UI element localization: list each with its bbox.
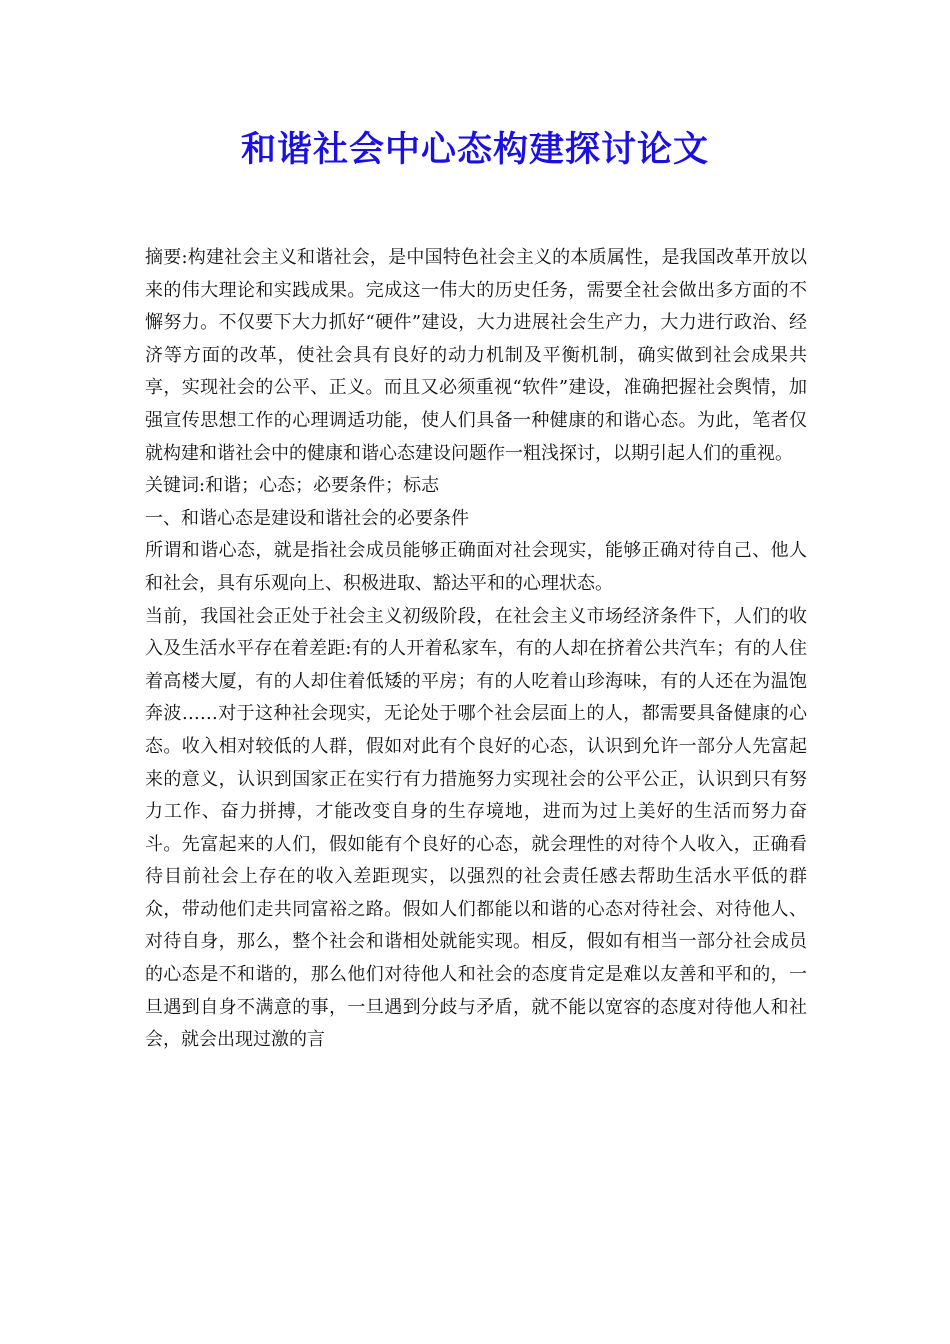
body-paragraph-2: 当前，我国社会正处于社会主义初级阶段，在社会主义市场经济条件下，人们的收入及生活水平存在着差距:有的人开着私家车，有的人却在挤着公共汽车；有的人住着高楼大厦，有的人却住着低矮的平房；有的人吃着山珍海味，有的人还在为温饱奔波……对于这种社会现实，无论处于哪个社会层面上的人，都需要具备健康的心态。收入相对较低的人群，假如对此有个良好的心态，认识到允许一部分人先富起来的意义，认识到国家正在实行有力措施努力实现社会的公平公正，认识到只有努力工作、奋力拼搏，才能改变自身的生存境地，进而为过上美好的生活而努力奋斗。先富起来的人们，假如能有个良好的心态，就会理性的对待个人收入，正确看待目前社会上存在的收入差距现实，以强烈的社会责任感去帮助生活水平低的群众，带动他们走共同富裕之路。假如人们都能以和谐的心态对待社会、对待他人、对待自身，那么，整个社会和谐相处就能实现。相反，假如有相当一部分社会成员的心态是不和谐的，那么他们对待他人和社会的态度肯定是难以友善和平和的，一旦遇到自身不满意的事，一旦遇到分歧与矛盾，就不能以宽容的态度对待他人和社会，就会出现过激的言: [145, 605, 807, 1051]
keywords-line: 关键词:和谐；心态；必要条件；标志: [145, 475, 440, 497]
document-title: 和谐社会中心态构建探讨论文: [240, 130, 709, 170]
section-heading: 一、和谐心态是建设和谐社会的必要条件: [145, 507, 469, 529]
document-body: [145, 242, 807, 1057]
body-paragraph-1: 所谓和谐心态，就是指社会成员能够正确面对社会现实，能够正确对待自己、他人和社会，具有乐观向上、积极进取、豁达平和的心理状态。: [145, 540, 807, 594]
abstract-paragraph: 摘要:构建社会主义和谐社会，是中国特色社会主义的本质属性，是我国改革开放以来的伟大理论和实践成果。完成这一伟大的历史任务，需要全社会做出多方面的不懈努力。不仅要下大力抓好“硬件”建设，大力进展社会生产力，大力进行政治、经济等方面的改革，使社会具有良好的动力机制及平衡机制，确实做到社会成果共享，实现社会的公平、正义。而且又必须重视“软件”建设，准确把握社会舆情，加强宣传思想工作的心理调适功能，使人们具备一种健康的和谐心态。为此，笔者仅就构建和谐社会中的健康和谐心态建设问题作一粗浅探讨，以期引起人们的重视。: [145, 247, 807, 464]
